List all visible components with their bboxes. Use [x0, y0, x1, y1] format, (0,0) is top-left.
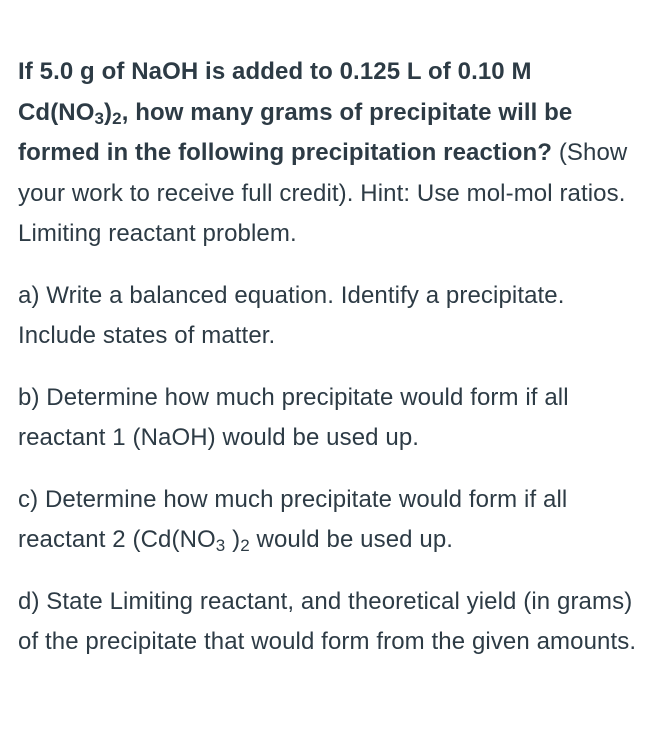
question-text [18, 52, 642, 255]
part-c-mid: ) [225, 526, 241, 553]
question-subscript-3: 3 [94, 108, 105, 128]
question-subscript-2: 2 [112, 108, 122, 128]
question-instructions: (Show your work to receive full credit). Hint: Use mol-mol ratios. Limiting reactant problem. [18, 139, 628, 247]
part-c-subscript-3: 3 [215, 536, 226, 555]
part-d: d) State Limiting reactant, and theoretical yield (in grams) of the precipitate that would form from the given amounts. [18, 587, 637, 655]
part-c-suffix: would be used up. [249, 526, 454, 553]
part-c [18, 480, 642, 561]
question-bold-prefix: If 5.0 g of NaOH is added to 0.125 L of 0.10 M Cd(NO [18, 58, 532, 126]
part-c-subscript-2: 2 [240, 536, 250, 555]
part-b: b) Determine how much precipitate would form if all reactant 1 (NaOH) would be used up. [18, 383, 569, 451]
question-bold-suffix: , how many grams of precipitate will be formed in the following precipitation reaction? [18, 98, 573, 166]
question-bold-text [18, 58, 572, 166]
part-a: a) Write a balanced equation. Identify a precipitate. Include states of matter. [18, 281, 565, 349]
question-bold-mid: ) [104, 98, 113, 126]
part-c-prefix: c) Determine how much precipitate would form if all reactant 2 (Cd(NO [18, 485, 568, 553]
